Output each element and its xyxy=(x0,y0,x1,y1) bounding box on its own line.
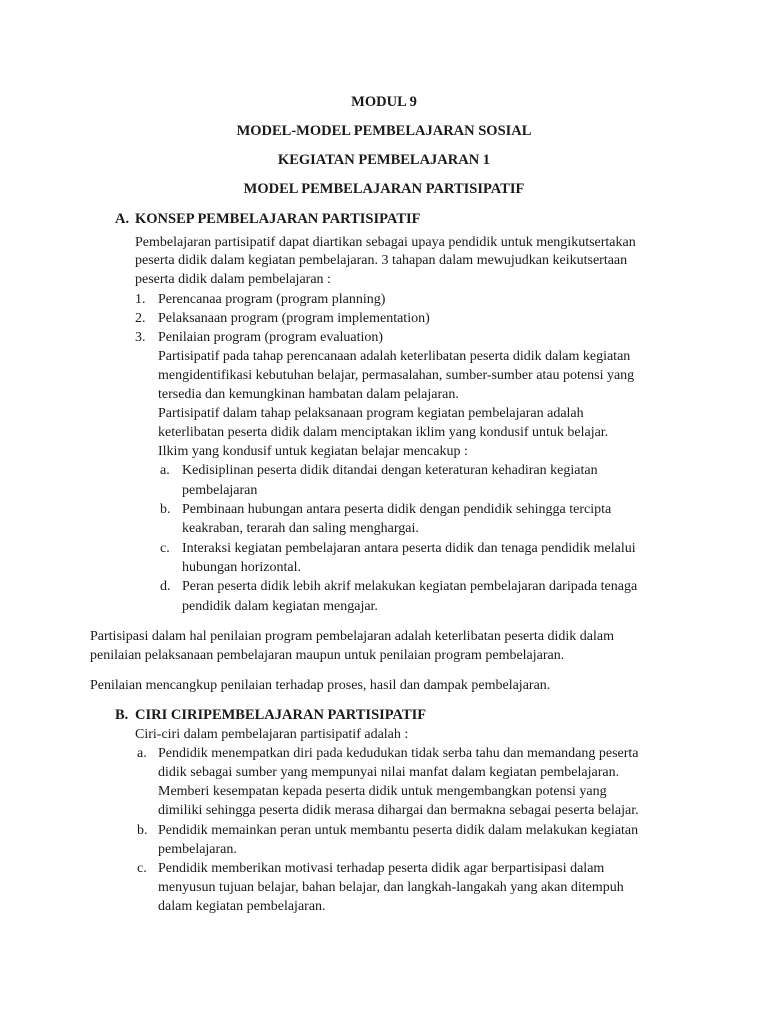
section-a-intro-line: peserta didik dalam kegiatan pembelajaran. 3 tahapan dalam mewujudkan keikutsertaan xyxy=(135,253,628,268)
subitem-letter: d. xyxy=(160,579,171,594)
subitem-line: keakraban, terarah dan saling menghargai. xyxy=(182,521,419,536)
b-item-line: Pendidik memainkan peran untuk membantu peserta didik dalam melakukan kegiatan xyxy=(158,823,639,838)
section-a-intro-line: Pembelajaran partisipatif dapat diartikan sebagai upaya pendidik untuk mengikutsertakan xyxy=(135,235,636,250)
paragraph-line: penilaian pelaksanaan pembelajaran maupun untuk penilaian program pembelajaran. xyxy=(90,648,565,663)
subitem-line: Pembinaan hubungan antara peserta didik dengan pendidik sehingga tercipta xyxy=(182,502,612,517)
section-b-letter: B. xyxy=(115,707,129,723)
subitem-line: hubungan horizontal. xyxy=(182,560,301,575)
b-item-line: dimiliki sehingga peserta didik merasa dihargai dan bermakna sebagai peserta belajar. xyxy=(158,803,639,818)
module-subtitle: MODEL-MODEL PEMBELAJARAN SOSIAL xyxy=(236,123,532,139)
b-item-line: Pendidik menempatkan diri pada kedudukan tidak serba tahu dan memandang peserta xyxy=(158,746,639,761)
b-item-line: menyusun tujuan belajar, bahan belajar, dan langkah-langakah yang akan ditempuh xyxy=(158,880,624,895)
subitem-letter: c. xyxy=(160,541,170,556)
section-a-heading: KONSEP PEMBELAJARAN PARTISIPATIF xyxy=(135,211,421,227)
b-item-letter: c. xyxy=(137,861,147,876)
subitem-line: Interaksi kegiatan pembelajaran antara peserta didik dan tenaga pendidik melalui xyxy=(182,541,636,556)
b-item-line: dalam kegiatan pembelajaran. xyxy=(158,899,326,914)
paragraph-line: Partisipasi dalam hal penilaian program pembelajaran adalah keterlibatan peserta didik dalam xyxy=(90,629,615,644)
paragraph-line: Penilaian mencangkup penilaian terhadap proses, hasil dan dampak pembelajaran. xyxy=(90,678,551,693)
subitem-letter: b. xyxy=(160,502,171,517)
subitem-line: Kedisiplinan peserta didik ditandai dengan keteraturan kehadiran kegiatan xyxy=(182,463,598,478)
detail-line: Ilkim yang kondusif untuk kegiatan belajar mencakup : xyxy=(158,444,468,459)
section-a-letter: A. xyxy=(115,211,130,227)
section-b-heading: CIRI CIRIPEMBELAJARAN PARTISIPATIF xyxy=(135,707,427,723)
b-item-line: Pendidik memberikan motivasi terhadap peserta didik agar berpartisipasi dalam xyxy=(158,861,605,876)
section-a-intro-line: peserta didik dalam pembelajaran : xyxy=(135,272,331,287)
model-title: MODEL PEMBELAJARAN PARTISIPATIF xyxy=(243,181,525,197)
activity-title: KEGIATAN PEMBELAJARAN 1 xyxy=(277,152,491,168)
subitem-line: pendidik dalam kegiatan mengajar. xyxy=(182,599,378,614)
b-item-line: Memberi kesempatan kepada peserta didik untuk mengembangkan potensi yang xyxy=(158,784,607,799)
step-text: Perencanaa program (program planning) xyxy=(158,292,386,307)
b-item-line: didik sebagai sumber yang mempunyai nilai manfat dalam kegiatan pembelajaran. xyxy=(158,765,620,780)
step-number: 2. xyxy=(135,311,146,326)
detail-line: mengidentifikasi kebutuhan belajar, permasalahan, sumber-sumber atau potensi yang xyxy=(158,368,635,383)
detail-line: keterlibatan peserta didik dalam menciptakan iklim yang kondusif untuk belajar. xyxy=(158,425,609,440)
subitem-letter: a. xyxy=(160,463,170,478)
module-title: MODUL 9 xyxy=(351,94,417,110)
step-text: Penilaian program (program evaluation) xyxy=(158,330,384,345)
detail-line: tersedia dan kemungkinan hambatan dalam pelajaran. xyxy=(158,387,459,402)
step-number: 3. xyxy=(135,330,146,345)
b-item-line: pembelajaran. xyxy=(158,842,237,857)
section-b-intro: Ciri-ciri dalam pembelajaran partisipatif adalah : xyxy=(135,727,409,742)
subitem-line: Peran peserta didik lebih akrif melakukan kegiatan pembelajaran daripada tenaga xyxy=(182,579,638,594)
subitem-line: pembelajaran xyxy=(182,483,258,498)
b-item-letter: b. xyxy=(137,823,148,838)
detail-line: Partisipatif pada tahap perencanaan adalah keterlibatan peserta didik dalam kegiatan xyxy=(158,349,631,364)
b-item-letter: a. xyxy=(137,746,147,761)
detail-line: Partisipatif dalam tahap pelaksanaan program kegiatan pembelajaran adalah xyxy=(158,406,584,421)
step-text: Pelaksanaan program (program implementation) xyxy=(158,311,430,326)
step-number: 1. xyxy=(135,292,146,307)
